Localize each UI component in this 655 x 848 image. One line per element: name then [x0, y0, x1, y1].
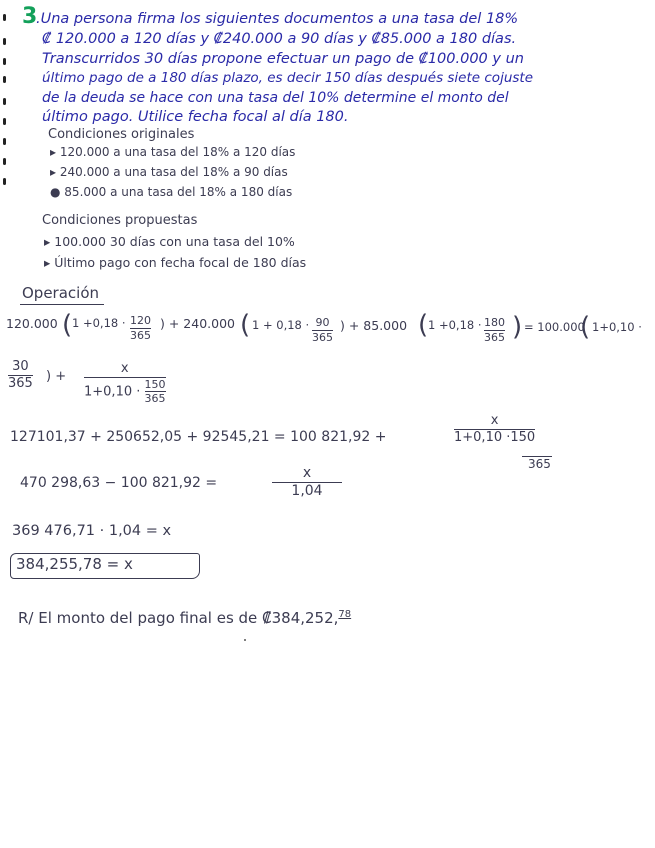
- problem-line-3: Transcurridos 30 días propone efectuar un pago de ₡100.000 y un: [42, 51, 524, 67]
- problem-line-6: último pago. Utilice fecha focal al día 180.: [42, 109, 349, 125]
- eq1-fraction3: 180 365: [484, 316, 505, 344]
- eq1-paren-open-4: (: [580, 312, 591, 342]
- eq1-paren-open-2: (: [240, 310, 251, 340]
- eq2-den-bar: [522, 456, 552, 457]
- eq1-paren-close-3: ): [512, 312, 523, 342]
- problem-line-4: último pago de a 180 días plazo, es decir 150 días después siete cojuste: [42, 70, 534, 86]
- original-conditions-title: Condiciones originales: [48, 127, 195, 142]
- eq1-close-plus: ) +: [46, 369, 67, 384]
- eq1-paren-open-3: (: [418, 310, 429, 340]
- eq1-factor4: 1+0,10 ·: [592, 320, 642, 334]
- final-answer-cents: 78: [338, 609, 352, 620]
- original-condition-3: ● 85.000 a una tasa del 18% a 180 días: [50, 185, 293, 199]
- result: 384,255,78 = x: [16, 555, 133, 573]
- problem-number: 3: [22, 4, 38, 29]
- eq1-term1: 120.000: [6, 316, 58, 331]
- ink-speck: [244, 639, 246, 641]
- final-answer: R/ El monto del pago final es de ₡384,252,78: [18, 609, 352, 627]
- eq1-paren-open-1: (: [62, 310, 73, 340]
- eq1-factor1: 1 +0,18 ·: [72, 316, 126, 330]
- eq1-factor3: 1 +0,18 ·: [428, 318, 482, 332]
- eq1-factor2: 1 + 0,18 ·: [252, 318, 310, 332]
- original-condition-1: ▸ 120.000 a una tasa del 18% a 120 días: [50, 145, 296, 159]
- binder-holes: [0, 0, 10, 200]
- eq1-fraction4: 30 365: [8, 359, 33, 391]
- problem-line-1: .Una persona firma los siguientes documentos a una tasa del 18%: [36, 11, 519, 27]
- eq2-den-365: 365: [528, 457, 551, 471]
- eq2-x-fraction: x 1+0,10 ·150: [454, 413, 536, 445]
- eq2-left: 127101,37 + 250652,05 + 92545,21 = 100 821,92 +: [10, 429, 387, 445]
- eq1-x-fraction: x 1+0,10 · $\frac{150}{365}$: [84, 361, 166, 406]
- problem-line-5: de la deuda se hace con una tasa del 10% determine el monto del: [42, 90, 509, 106]
- eq3-left: 470 298,63 − 100 821,92 =: [20, 475, 218, 491]
- eq4: 369 476,71 · 1,04 = x: [12, 523, 172, 539]
- proposed-conditions-title: Condiciones propuestas: [42, 213, 198, 228]
- operation-title: Operación: [22, 284, 100, 302]
- proposed-condition-2: ▸ Último pago con fecha focal de 180 días: [44, 255, 307, 270]
- original-condition-2: ▸ 240.000 a una tasa del 18% a 90 días: [50, 165, 288, 179]
- problem-line-2: ₡ 120.000 a 120 días y ₡240.000 a 90 días y ₡85.000 a 180 días.: [42, 31, 517, 47]
- eq3-x-fraction: x 1,04: [272, 466, 342, 498]
- eq1-fraction2: 90 365: [312, 316, 333, 344]
- eq1-plus-240000: ) + 240.000: [160, 316, 235, 331]
- operation-underline: [20, 304, 104, 305]
- eq1-fraction1: 120 365: [130, 314, 151, 342]
- eq1-plus-85000: ) + 85.000: [340, 318, 408, 333]
- eq1-equals-100000: = 100.000: [524, 320, 585, 334]
- proposed-condition-1: ▸ 100.000 30 días con una tasa del 10%: [44, 234, 295, 249]
